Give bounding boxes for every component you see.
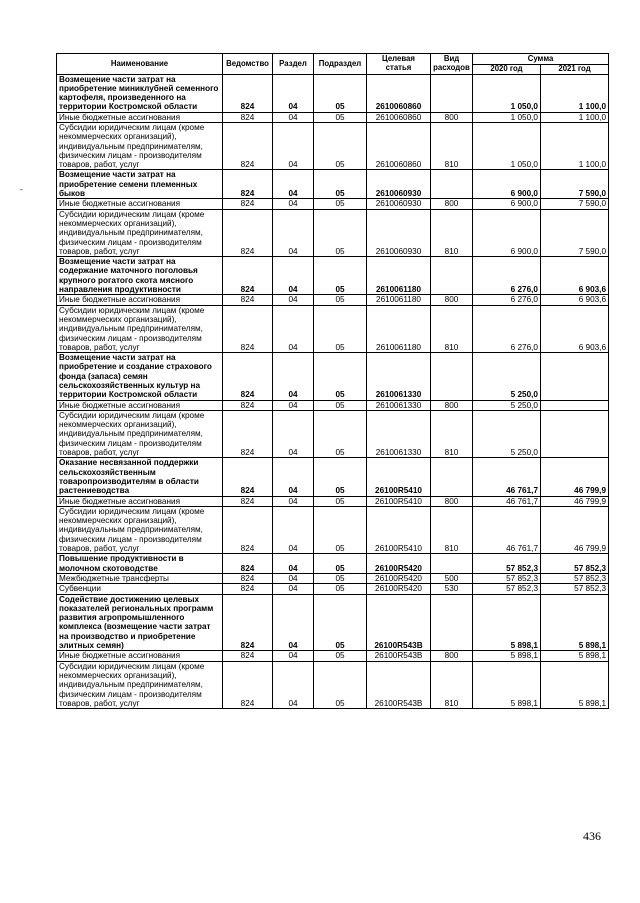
table-row — [57, 199, 609, 209]
cell-target: 26100R5420 — [367, 573, 431, 583]
cell-sum-2020: 5 898,1 — [473, 651, 541, 661]
cell-target: 26100R5420 — [367, 554, 431, 574]
cell-sum-2021: 1 100,0 — [541, 74, 609, 112]
cell-subsection: 05 — [314, 584, 367, 594]
cell-subsection: 05 — [314, 594, 367, 651]
cell-name: Оказание несвязанной поддержки сельскохозяйственным товаропроизводителям в области растениеводства — [57, 458, 223, 496]
cell-sum-2021: 5 898,1 — [541, 594, 609, 651]
cell-sum-2021 — [541, 400, 609, 410]
cell-section: 04 — [273, 353, 314, 400]
cell-target: 2610061330 — [367, 410, 431, 457]
page-number: 436 — [583, 829, 601, 843]
table-row — [57, 209, 609, 256]
cell-exp-type: 800 — [431, 295, 473, 305]
cell-subsection: 05 — [314, 295, 367, 305]
cell-dept: 824 — [223, 199, 273, 209]
cell-section: 04 — [273, 295, 314, 305]
cell-name: Субсидии юридическим лицам (кроме некоммерческих организаций), индивидуальным предпринимателям, физическим лицам - производителям товаров, работ, услуг — [57, 661, 223, 708]
cell-name: Субсидии юридическим лицам (кроме некоммерческих организаций), индивидуальным предпринимателям, физическим лицам - производителям товаров, работ, услуг — [57, 410, 223, 457]
cell-section: 04 — [273, 584, 314, 594]
cell-dept: 824 — [223, 458, 273, 496]
cell-exp-type — [431, 458, 473, 496]
cell-section: 04 — [273, 257, 314, 295]
cell-exp-type: 800 — [431, 199, 473, 209]
cell-section: 04 — [273, 661, 314, 708]
cell-sum-2021: 7 590,0 — [541, 209, 609, 256]
margin-mark: - — [20, 185, 23, 194]
cell-sum-2020: 46 761,7 — [473, 496, 541, 506]
cell-sum-2021: 6 903,6 — [541, 305, 609, 352]
cell-subsection: 05 — [314, 458, 367, 496]
cell-dept: 824 — [223, 112, 273, 122]
table-row — [57, 353, 609, 400]
cell-sum-2020: 57 852,3 — [473, 554, 541, 574]
cell-subsection: 05 — [314, 257, 367, 295]
cell-target: 2610060860 — [367, 112, 431, 122]
cell-target: 2610060930 — [367, 170, 431, 199]
cell-sum-2021: 46 799,9 — [541, 458, 609, 496]
cell-dept: 824 — [223, 305, 273, 352]
cell-section: 04 — [273, 199, 314, 209]
cell-exp-type — [431, 170, 473, 199]
cell-sum-2020: 6 276,0 — [473, 295, 541, 305]
cell-section: 04 — [273, 112, 314, 122]
cell-dept: 824 — [223, 554, 273, 574]
cell-exp-type — [431, 554, 473, 574]
cell-name: Иные бюджетные ассигнования — [57, 112, 223, 122]
cell-section: 04 — [273, 400, 314, 410]
cell-section: 04 — [273, 506, 314, 553]
cell-exp-type: 810 — [431, 410, 473, 457]
cell-sum-2020: 6 900,0 — [473, 170, 541, 199]
table-row — [57, 170, 609, 199]
cell-name: Межбюджетные трансферты — [57, 573, 223, 583]
budget-table — [56, 53, 609, 709]
cell-sum-2021 — [541, 353, 609, 400]
cell-sum-2021: 57 852,3 — [541, 554, 609, 574]
cell-name: Возмещение части затрат на приобретение и создание страхового фонда (запаса) семян сельскохозяйственных культур на территории Костромской области — [57, 353, 223, 400]
cell-dept: 824 — [223, 170, 273, 199]
cell-sum-2021: 1 100,0 — [541, 112, 609, 122]
cell-sum-2021: 57 852,3 — [541, 573, 609, 583]
cell-sum-2020: 46 761,7 — [473, 458, 541, 496]
cell-exp-type: 810 — [431, 305, 473, 352]
cell-sum-2021: 46 799,9 — [541, 506, 609, 553]
cell-name: Субсидии юридическим лицам (кроме некоммерческих организаций), индивидуальным предпринимателям, физическим лицам - производителям товаров, работ, услуг — [57, 305, 223, 352]
cell-sum-2020: 5 250,0 — [473, 400, 541, 410]
cell-target: 26100R543B — [367, 661, 431, 708]
cell-sum-2021: 7 590,0 — [541, 170, 609, 199]
cell-dept: 824 — [223, 584, 273, 594]
header-year-2021: 2021 год — [541, 65, 609, 75]
cell-exp-type — [431, 74, 473, 112]
cell-section: 04 — [273, 410, 314, 457]
cell-subsection: 05 — [314, 554, 367, 574]
table-row — [57, 295, 609, 305]
cell-target: 26100R5410 — [367, 506, 431, 553]
cell-name: Субсидии юридическим лицам (кроме некоммерческих организаций), индивидуальным предпринимателям, физическим лицам - производителям товаров, работ, услуг — [57, 122, 223, 169]
cell-subsection: 05 — [314, 651, 367, 661]
cell-section: 04 — [273, 209, 314, 256]
cell-dept: 824 — [223, 74, 273, 112]
cell-subsection: 05 — [314, 74, 367, 112]
cell-subsection: 05 — [314, 400, 367, 410]
cell-subsection: 05 — [314, 506, 367, 553]
cell-section: 04 — [273, 122, 314, 169]
cell-exp-type: 810 — [431, 122, 473, 169]
cell-dept: 824 — [223, 209, 273, 256]
cell-name: Возмещение части затрат на приобретение миниклубней семенного картофеля, произведенного на территории Костромской области — [57, 74, 223, 112]
cell-sum-2020: 6 900,0 — [473, 209, 541, 256]
cell-target: 26100R5410 — [367, 458, 431, 496]
cell-sum-2020: 1 050,0 — [473, 74, 541, 112]
table-row — [57, 458, 609, 496]
cell-exp-type — [431, 257, 473, 295]
cell-name: Субсидии юридическим лицам (кроме некоммерческих организаций), индивидуальным предпринимателям, физическим лицам - производителям товаров, работ, услуг — [57, 209, 223, 256]
cell-sum-2020: 57 852,3 — [473, 573, 541, 583]
header-sum: Сумма — [473, 54, 609, 65]
cell-section: 04 — [273, 594, 314, 651]
table-row — [57, 573, 609, 583]
table-row — [57, 594, 609, 651]
cell-sum-2021: 6 903,6 — [541, 295, 609, 305]
cell-sum-2020: 1 050,0 — [473, 112, 541, 122]
cell-sum-2020: 5 250,0 — [473, 353, 541, 400]
table-row — [57, 257, 609, 295]
cell-exp-type: 500 — [431, 573, 473, 583]
cell-name: Возмещение части затрат на содержание маточного поголовья крупного рогатого скота мясного направления продуктивности — [57, 257, 223, 295]
cell-sum-2021: 1 100,0 — [541, 122, 609, 169]
cell-name: Субсидии юридическим лицам (кроме некоммерческих организаций), индивидуальным предпринимателям, физическим лицам - производителям товаров, работ, услуг — [57, 506, 223, 553]
cell-subsection: 05 — [314, 410, 367, 457]
cell-dept: 824 — [223, 573, 273, 583]
cell-subsection: 05 — [314, 199, 367, 209]
cell-exp-type: 810 — [431, 209, 473, 256]
table-row — [57, 74, 609, 112]
table-row — [57, 112, 609, 122]
cell-dept: 824 — [223, 661, 273, 708]
cell-name: Субвенции — [57, 584, 223, 594]
header-target: Целевая статья — [367, 54, 431, 75]
cell-sum-2020: 5 898,1 — [473, 661, 541, 708]
cell-dept: 824 — [223, 400, 273, 410]
cell-sum-2020: 6 900,0 — [473, 199, 541, 209]
cell-dept: 824 — [223, 295, 273, 305]
cell-sum-2021: 6 903,6 — [541, 257, 609, 295]
cell-exp-type: 800 — [431, 496, 473, 506]
header-name: Наименование — [57, 54, 223, 75]
cell-exp-type — [431, 594, 473, 651]
cell-target: 2610060930 — [367, 209, 431, 256]
cell-sum-2021 — [541, 410, 609, 457]
cell-exp-type: 800 — [431, 651, 473, 661]
table-row — [57, 496, 609, 506]
cell-sum-2021: 57 852,3 — [541, 584, 609, 594]
cell-target: 2610060930 — [367, 199, 431, 209]
cell-dept: 824 — [223, 506, 273, 553]
cell-section: 04 — [273, 170, 314, 199]
cell-exp-type — [431, 353, 473, 400]
cell-dept: 824 — [223, 353, 273, 400]
cell-sum-2021: 5 898,1 — [541, 661, 609, 708]
header-dept: Ведомство — [223, 54, 273, 75]
cell-subsection: 05 — [314, 112, 367, 122]
table-row — [57, 554, 609, 574]
table-row — [57, 410, 609, 457]
cell-name: Иные бюджетные ассигнования — [57, 400, 223, 410]
table-row — [57, 651, 609, 661]
cell-target: 2610060860 — [367, 74, 431, 112]
table-row — [57, 584, 609, 594]
table-row — [57, 661, 609, 708]
cell-dept: 824 — [223, 257, 273, 295]
cell-sum-2020: 6 276,0 — [473, 257, 541, 295]
cell-subsection: 05 — [314, 209, 367, 256]
cell-section: 04 — [273, 74, 314, 112]
header-exp-type: Вид расходов — [431, 54, 473, 75]
header-subsection: Подраздел — [314, 54, 367, 75]
table-header — [57, 54, 609, 75]
header-section: Раздел — [273, 54, 314, 75]
cell-name: Иные бюджетные ассигнования — [57, 496, 223, 506]
cell-sum-2020: 46 761,7 — [473, 506, 541, 553]
cell-target: 26100R5410 — [367, 496, 431, 506]
header-year-2020: 2020 год — [473, 65, 541, 75]
cell-exp-type: 810 — [431, 661, 473, 708]
cell-target: 2610061330 — [367, 400, 431, 410]
table-row — [57, 400, 609, 410]
cell-dept: 824 — [223, 410, 273, 457]
cell-target: 2610060860 — [367, 122, 431, 169]
cell-name: Повышение продуктивности в молочном скотоводстве — [57, 554, 223, 574]
table-row — [57, 305, 609, 352]
cell-sum-2021: 5 898,1 — [541, 651, 609, 661]
cell-target: 26100R5420 — [367, 584, 431, 594]
cell-dept: 824 — [223, 594, 273, 651]
cell-target: 26100R543B — [367, 651, 431, 661]
cell-sum-2020: 57 852,3 — [473, 584, 541, 594]
cell-name: Иные бюджетные ассигнования — [57, 295, 223, 305]
cell-subsection: 05 — [314, 573, 367, 583]
cell-section: 04 — [273, 305, 314, 352]
cell-exp-type: 800 — [431, 112, 473, 122]
cell-sum-2020: 5 898,1 — [473, 594, 541, 651]
cell-sum-2021: 46 799,9 — [541, 496, 609, 506]
cell-name: Иные бюджетные ассигнования — [57, 199, 223, 209]
cell-name: Иные бюджетные ассигнования — [57, 651, 223, 661]
table-row — [57, 506, 609, 553]
cell-exp-type: 810 — [431, 506, 473, 553]
cell-dept: 824 — [223, 651, 273, 661]
cell-section: 04 — [273, 573, 314, 583]
cell-exp-type: 800 — [431, 400, 473, 410]
cell-section: 04 — [273, 554, 314, 574]
cell-target: 26100R543B — [367, 594, 431, 651]
cell-target: 2610061330 — [367, 353, 431, 400]
table-body — [57, 74, 609, 709]
cell-subsection: 05 — [314, 661, 367, 708]
cell-dept: 824 — [223, 122, 273, 169]
cell-subsection: 05 — [314, 496, 367, 506]
cell-target: 2610061180 — [367, 257, 431, 295]
cell-subsection: 05 — [314, 170, 367, 199]
cell-subsection: 05 — [314, 305, 367, 352]
cell-subsection: 05 — [314, 122, 367, 169]
cell-dept: 824 — [223, 496, 273, 506]
cell-subsection: 05 — [314, 353, 367, 400]
cell-exp-type: 530 — [431, 584, 473, 594]
cell-sum-2020: 1 050,0 — [473, 122, 541, 169]
cell-target: 2610061180 — [367, 305, 431, 352]
cell-sum-2020: 6 276,0 — [473, 305, 541, 352]
cell-sum-2020: 5 250,0 — [473, 410, 541, 457]
cell-name: Содействие достижению целевых показателей региональных программ развития агропромышленного комплекса (возмещение части затрат на производство и приобретение элитных семян) — [57, 594, 223, 651]
cell-name: Возмещение части затрат на приобретение семени племенных быков — [57, 170, 223, 199]
cell-section: 04 — [273, 496, 314, 506]
cell-sum-2021: 7 590,0 — [541, 199, 609, 209]
cell-target: 2610061180 — [367, 295, 431, 305]
cell-section: 04 — [273, 458, 314, 496]
cell-section: 04 — [273, 651, 314, 661]
table-row — [57, 122, 609, 169]
